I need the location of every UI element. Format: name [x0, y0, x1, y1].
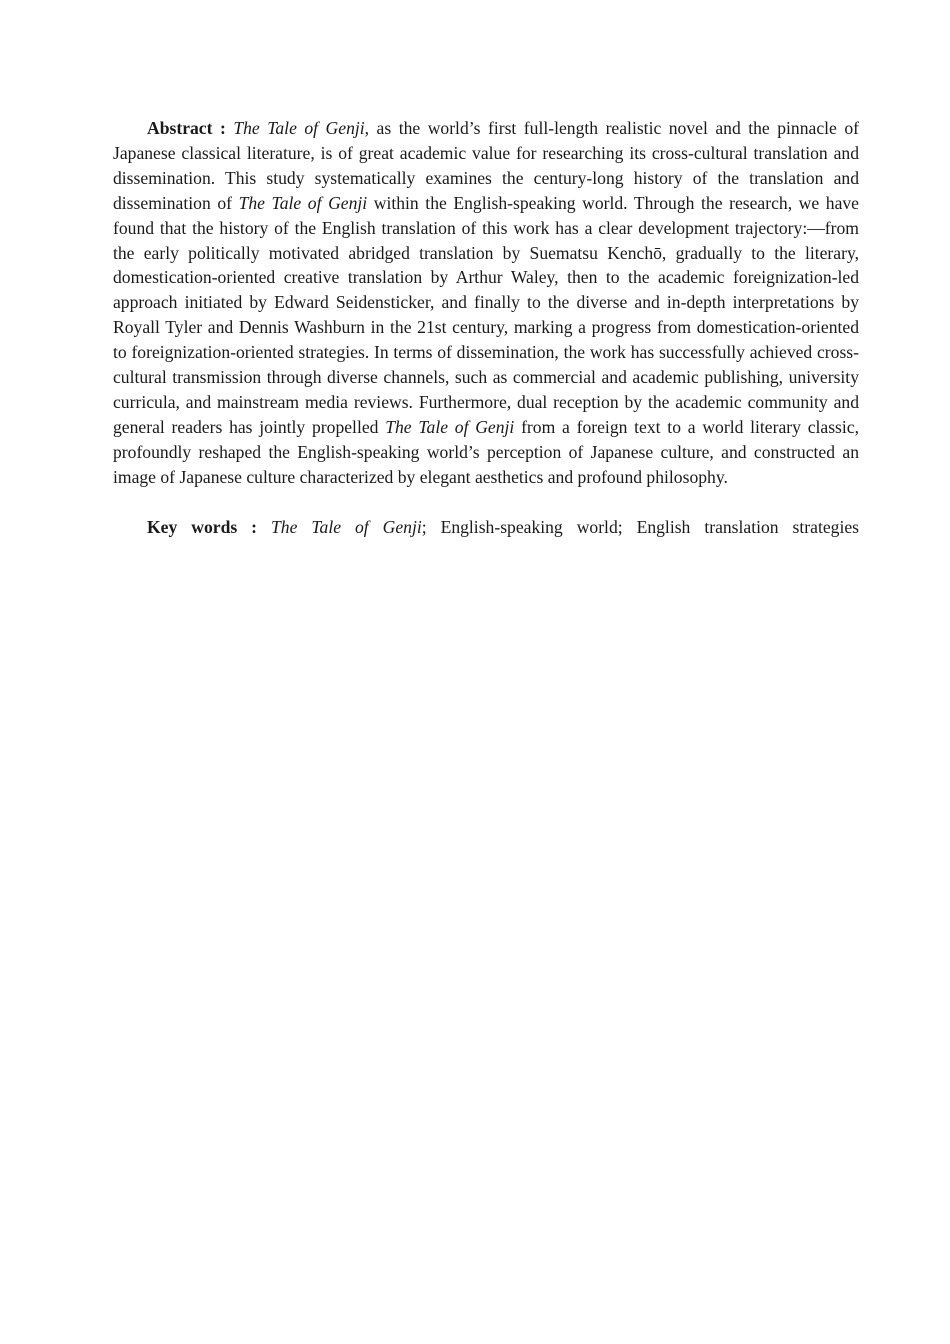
- abstract-text: within the English-speaking world. Through the research, we have found that the history of the English translation of this work has a clear development trajectory:—from the early politically motivated abridged translation by Suematsu Kenchō, gradually to the literary, domestication-oriented creative translation by Arthur Waley, then to the academic foreignization-led approach initiated by Edward Seidensticker, and finally to the diverse and in-depth interpretations by Royall Tyler and Dennis Washburn in the 21st century, marking a progress from domestication-oriented to foreignization-oriented strategies. In terms of dissemination, the work has successfully achieved cross-cultural transmission through diverse channels, such as commercial and academic publishing, university curricula, and mainstream media reviews. Furthermore, dual reception by the academic community and general readers has jointly propelled: [113, 192, 859, 437]
- abstract-text: , as the world’s first full-length realistic novel and the pinnacle of Japanese classical literature, is of great academic value for researching its cross-cultural translation and dissemination. This study systematically examines the century-long history of the translation and dissemination of: [113, 118, 859, 213]
- keywords-paragraph: [113, 515, 859, 540]
- work-title: The Tale of Genji: [385, 416, 515, 437]
- keywords-label: Key words :: [147, 516, 258, 537]
- work-title: The Tale of Genji: [233, 118, 365, 138]
- keyword-title: The Tale of Genji: [271, 516, 422, 537]
- work-title: The Tale of Genji: [238, 192, 368, 213]
- abstract-paragraph: [113, 116, 859, 490]
- keywords-text: ; English-speaking world; English translation strategies: [421, 516, 859, 537]
- abstract-text: from a foreign text to a world literary classic, profoundly reshaped the English-speaking world’s perception of Japanese culture, and constructed an image of Japanese culture characterized by elegant aesthetics and profound philosophy.: [113, 416, 859, 487]
- abstract-label: Abstract :: [147, 118, 226, 138]
- document-page: [113, 116, 859, 540]
